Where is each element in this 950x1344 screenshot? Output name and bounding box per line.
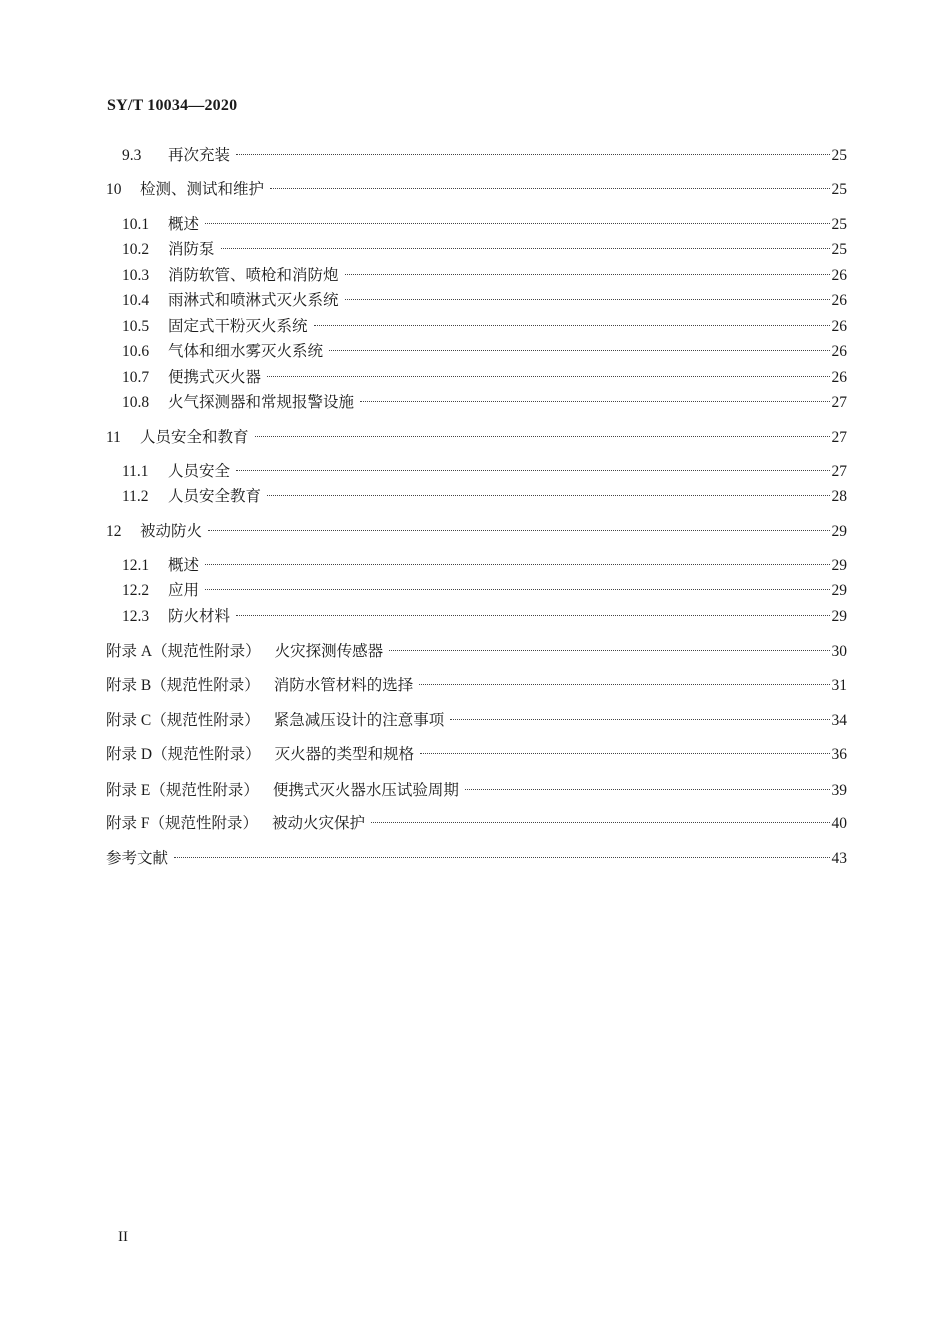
toc-entry-title: 被动火灾保护 (272, 814, 366, 832)
toc-entry-page: 36 (831, 746, 847, 763)
toc-entry-title: 消防水管材料的选择 (273, 676, 414, 694)
toc-entry-title: 雨淋式和喷淋式灭火系统 (168, 291, 339, 309)
toc-leader-dots (420, 752, 829, 754)
toc-entry-page: 29 (831, 523, 847, 540)
toc-entry-page: 26 (831, 369, 847, 386)
toc-entry-page: 28 (831, 488, 847, 505)
toc-entry-title: 人员安全 (168, 462, 231, 480)
toc-entry-page: 25 (831, 216, 847, 233)
toc-entry-page: 25 (831, 181, 847, 198)
toc-entry-page: 29 (831, 608, 847, 625)
toc-entry-title: 便携式灭火器 (168, 368, 262, 386)
toc-entry[interactable] (122, 144, 847, 166)
toc-entry-title: 检测、测试和维护 (140, 180, 265, 198)
toc-entry[interactable] (106, 674, 847, 696)
toc-leader-dots (205, 563, 829, 565)
toc-entry-number: 10.3 (122, 267, 150, 284)
toc-entry-number: 附录 A（规范性附录） (106, 643, 261, 660)
toc-entry-title: 被动防火 (140, 522, 203, 540)
toc-entry-number: 9.3 (122, 147, 142, 164)
toc-entry-title: 人员安全教育 (168, 487, 262, 505)
toc-entry-number: 12.2 (122, 582, 150, 599)
toc-entry-number: 11.2 (122, 488, 149, 505)
toc-entry-title: 概述 (168, 556, 200, 574)
toc-entry[interactable] (122, 391, 847, 413)
toc-entry-page: 34 (831, 712, 847, 729)
toc-entry-number: 附录 D（规范性附录） (106, 746, 261, 763)
toc-entry-number: 10.8 (122, 394, 150, 411)
toc-entry[interactable] (106, 779, 847, 801)
toc-entry-number: 10.1 (122, 216, 150, 233)
toc-entry-page: 27 (831, 463, 847, 480)
toc-entry[interactable] (106, 709, 847, 731)
toc-leader-dots (345, 298, 830, 300)
toc-leader-dots (465, 788, 830, 790)
toc-entry-title: 参考文献 (106, 849, 169, 867)
toc-entry-title: 防火材料 (168, 607, 231, 625)
toc-entry-title: 灭火器的类型和规格 (274, 745, 415, 763)
toc-leader-dots (345, 273, 830, 275)
toc-leader-dots (270, 187, 829, 189)
toc-entry-title: 人员安全和教育 (140, 428, 249, 446)
toc-entry-title: 火气探测器和常规报警设施 (168, 393, 355, 411)
toc-entry[interactable] (122, 238, 847, 260)
toc-leader-dots (419, 683, 829, 685)
toc-entry-number: 10.7 (122, 369, 150, 386)
toc-entry-page: 25 (831, 147, 847, 164)
toc-entry-page: 26 (831, 292, 847, 309)
toc-leader-dots (174, 856, 829, 858)
toc-entry[interactable] (106, 178, 847, 200)
toc-leader-dots (360, 400, 829, 402)
toc-entry-title: 应用 (168, 581, 200, 599)
toc-entry-title: 便携式灭火器水压试验周期 (272, 781, 459, 799)
toc-entry[interactable] (106, 743, 847, 765)
toc-entry-title: 再次充装 (168, 146, 231, 164)
toc-leader-dots (267, 494, 829, 496)
document-id-header: SY/T 10034—2020 (107, 97, 238, 114)
toc-entry[interactable] (122, 460, 847, 482)
toc-entry-title: 消防泵 (168, 240, 215, 258)
toc-entry-number: 附录 F（规范性附录） (106, 815, 258, 832)
toc-entry[interactable] (122, 605, 847, 627)
toc-leader-dots (371, 821, 829, 823)
toc-entry-page: 26 (831, 318, 847, 335)
toc-entry-number: 附录 B（规范性附录） (106, 677, 260, 694)
toc-entry[interactable] (106, 847, 847, 869)
toc-entry-page: 31 (831, 677, 847, 694)
toc-entry[interactable] (106, 812, 847, 834)
toc-entry[interactable] (122, 554, 847, 576)
toc-leader-dots (236, 469, 829, 471)
toc-leader-dots (255, 435, 830, 437)
toc-entry[interactable] (122, 366, 847, 388)
toc-entry[interactable] (122, 579, 847, 601)
toc-leader-dots (329, 349, 829, 351)
toc-entry-number: 10.2 (122, 241, 150, 258)
toc-leader-dots (450, 718, 829, 720)
toc-entry-number: 11 (106, 429, 121, 446)
toc-entry-title: 概述 (168, 215, 200, 233)
toc-entry[interactable] (106, 640, 847, 662)
toc-entry[interactable] (122, 315, 847, 337)
toc-entry-page: 40 (831, 815, 847, 832)
toc-entry-title: 气体和细水雾灭火系统 (168, 342, 324, 360)
toc-entry-page: 26 (831, 267, 847, 284)
toc-entry-title: 固定式干粉灭火系统 (168, 317, 308, 335)
toc-entry-page: 43 (831, 850, 847, 867)
toc-entry-title: 火灾探测传感器 (274, 642, 384, 660)
toc-entry-number: 11.1 (122, 463, 149, 480)
toc-entry[interactable] (106, 520, 847, 542)
toc-entry-number: 附录 E（规范性附录） (106, 782, 259, 799)
toc-entry-number: 12.3 (122, 608, 150, 625)
toc-leader-dots (205, 588, 829, 590)
toc-entry-page: 27 (831, 429, 847, 446)
toc-leader-dots (236, 614, 829, 616)
toc-leader-dots (205, 222, 829, 224)
toc-leader-dots (314, 324, 830, 326)
toc-entry-title: 消防软管、喷枪和消防炮 (168, 266, 339, 284)
toc-entry-page: 26 (831, 343, 847, 360)
page-number-footer: II (118, 1229, 128, 1245)
toc-entry-number: 12 (106, 523, 122, 540)
toc-leader-dots (236, 153, 829, 155)
toc-entry[interactable] (122, 264, 847, 286)
toc-entry-number: 10 (106, 181, 122, 198)
toc-leader-dots (221, 247, 830, 249)
toc-entry-page: 29 (831, 582, 847, 599)
toc-entry-page: 25 (831, 241, 847, 258)
toc-entry[interactable] (122, 340, 847, 362)
toc-leader-dots (389, 649, 829, 651)
toc-entry-page: 30 (831, 643, 847, 660)
toc-entry[interactable] (122, 213, 847, 235)
toc-entry-title: 紧急减压设计的注意事项 (273, 711, 445, 729)
toc-entry-number: 12.1 (122, 557, 150, 574)
toc-entry[interactable] (122, 485, 847, 507)
toc-entry-number: 10.6 (122, 343, 150, 360)
toc-entry-number: 10.5 (122, 318, 150, 335)
toc-entry-page: 39 (831, 782, 847, 799)
toc-entry-page: 29 (831, 557, 847, 574)
toc-entry-page: 27 (831, 394, 847, 411)
toc-entry[interactable] (106, 426, 847, 448)
toc-entry-number: 10.4 (122, 292, 150, 309)
toc-leader-dots (267, 375, 829, 377)
toc-entry-number: 附录 C（规范性附录） (106, 712, 260, 729)
toc-leader-dots (208, 529, 829, 531)
toc-entry[interactable] (122, 289, 847, 311)
